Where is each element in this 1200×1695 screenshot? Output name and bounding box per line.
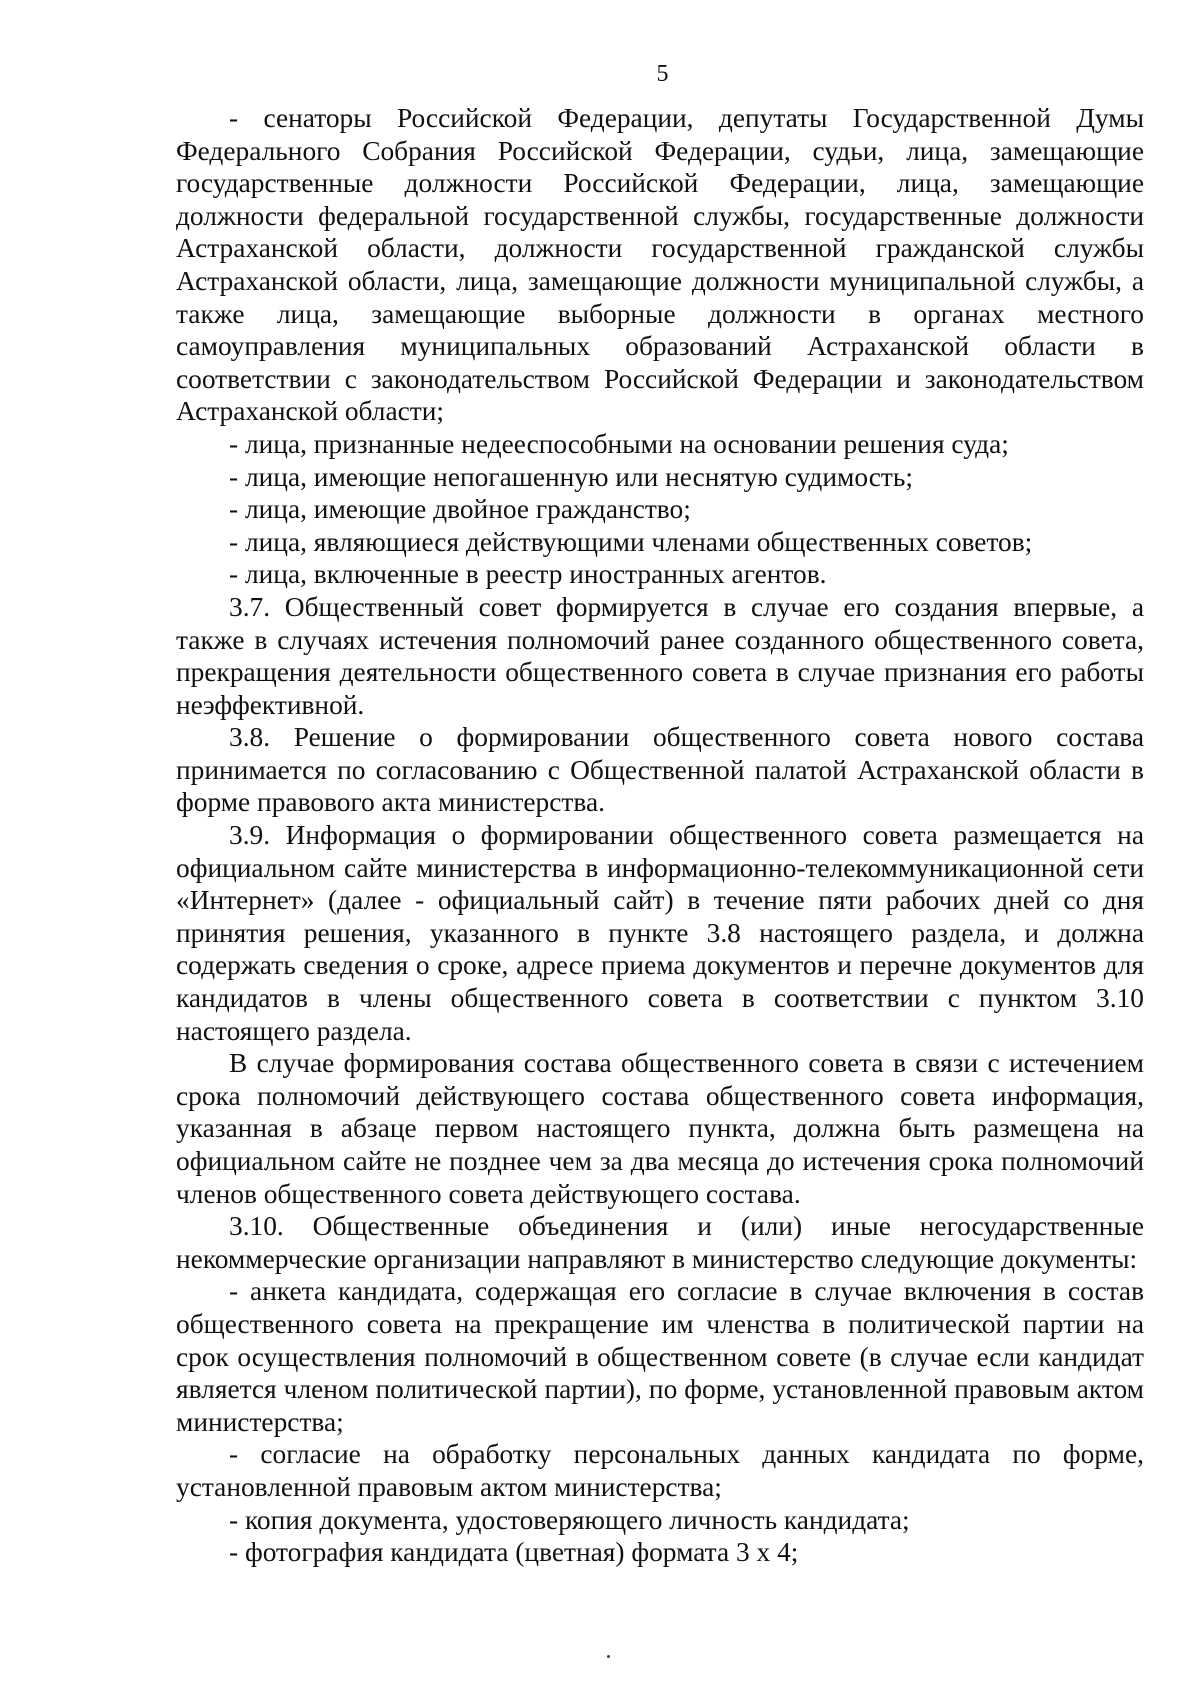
paragraph-senators: - сенаторы Российской Федерации, депутаты Государственной Думы Федерального Собрания Российской Федерации, судьи, лица, замещающие государственные должности Российской Федерации, лица, замещающие должности федеральной государственной службы, государственные должности Астраханской области, должности государственной гражданской службы Астраханской области, лица, замещающие должности муниципальной службы, а также лица, замещающие выборные должности в органах местного самоуправления муниципальных образований Астраханской области в соответствии с законодательством Российской Федерации и законодательством Астраханской области; xyxy=(176,103,1144,427)
paragraph-3-8: 3.8. Решение о формировании общественного совета нового состава принимается по согласованию с Общественной палатой Астраханской области в форме правового акта министерства. xyxy=(176,722,1144,818)
paragraph-id-copy: - копия документа, удостоверяющего личность кандидата; xyxy=(229,1504,910,1535)
paragraph-photo: - фотография кандидата (цветная) формата 3 х 4; xyxy=(229,1537,799,1568)
paragraph-3-9-second: В случае формирования состава общественного совета в связи с истечением срока полномочий действующего состава общественного совета информация, указанная в абзаце первом настоящего пункта, должна быть размещена на официальном сайте не позднее чем за два месяца до истечения срока полномочий членов общественного совета действующего состава. xyxy=(176,1048,1144,1209)
paragraph-foreign-agents: - лица, включенные в реестр иностранных агентов. xyxy=(229,559,827,590)
scan-dot xyxy=(607,1655,610,1658)
paragraph-dual-citizenship: - лица, имеющие двойное гражданство; xyxy=(229,494,691,525)
paragraph-3-10: 3.10. Общественные объединения и (или) иные негосударственные некоммерческие организации направляют в министерство следующие документы: xyxy=(176,1211,1144,1274)
paragraph-questionnaire: - анкета кандидата, содержащая его согласие в случае включения в состав общественного совета на прекращение им членства в политической партии на срок осуществления полномочий в общественном совете (в случае если кандидат является членом политической партии), по форме, установленной правовым актом министерства; xyxy=(176,1276,1144,1437)
paragraph-3-9: 3.9. Информация о формировании общественного совета размещается на официальном сайте министерства в информационно-телекоммуникационной сети «Интернет» (далее - официальный сайт) в течение пяти рабочих дней со дня принятия решения, указанного в пункте 3.8 настоящего раздела, и должна содержать сведения о сроке, адресе приема документов и перечне документов для кандидатов в члены общественного совета в соответствии с пунктом 3.10 настоящего раздела. xyxy=(176,820,1144,1046)
paragraph-current-members: - лица, являющиеся действующими членами общественных советов; xyxy=(229,526,1033,557)
paragraph-criminal-record: - лица, имеющие непогашенную или неснятую судимость; xyxy=(229,461,913,492)
paragraph-3-7: 3.7. Общественный совет формируется в случае его создания впервые, а также в случаях истечения полномочий ранее созданного общественного совета, прекращения деятельности общественного совета в случае признания его работы неэффективной. xyxy=(176,591,1144,720)
paragraph-incapacitated: - лица, признанные недееспособными на основании решения суда; xyxy=(229,428,1009,459)
paragraph-consent: - согласие на обработку персональных данных кандидата по форме, установленной правовым актом министерства; xyxy=(176,1439,1144,1502)
document-body xyxy=(176,102,1144,1569)
page-number: 5 xyxy=(656,61,669,87)
